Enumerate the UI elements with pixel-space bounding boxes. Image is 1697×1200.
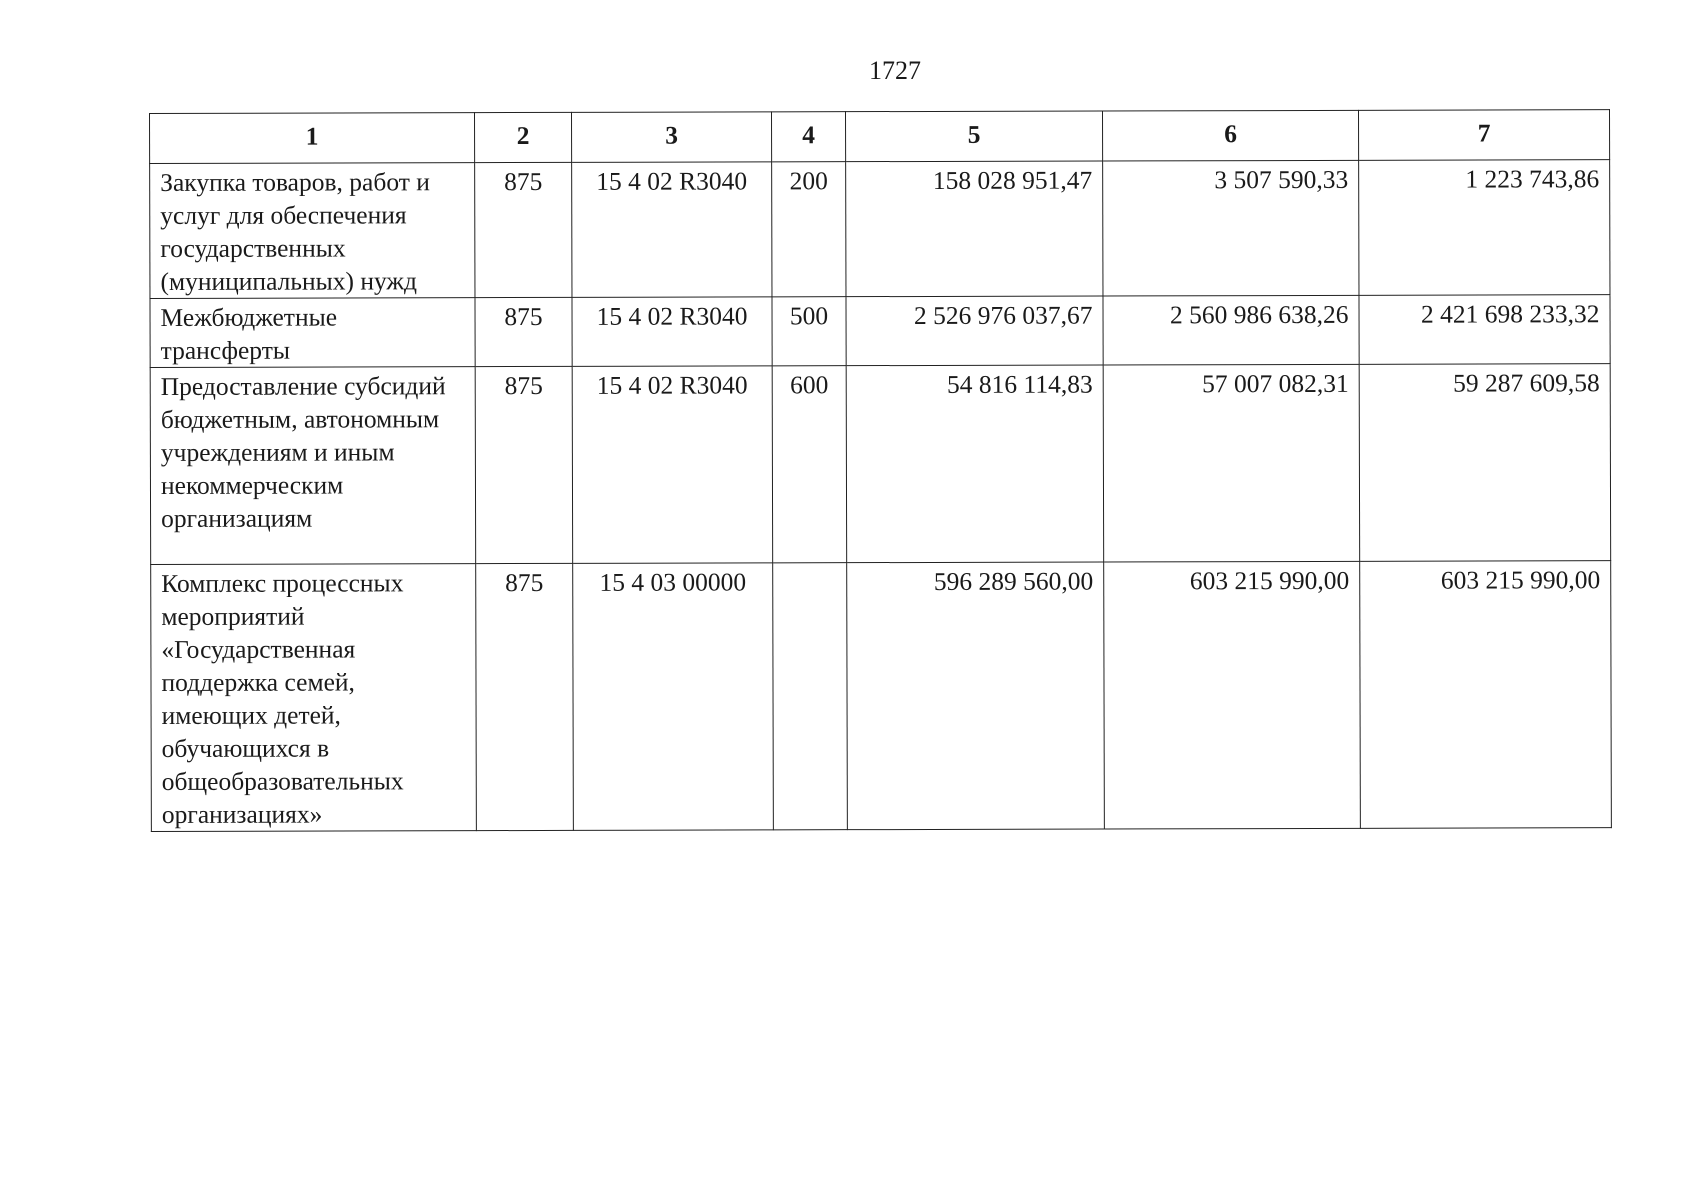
grbs-cell: 875: [475, 366, 573, 563]
page-number: 1727: [869, 56, 921, 85]
row-name-cell: Закупка товаров, работ и услуг для обеспечения государственных (муниципальных) нужд: [150, 163, 475, 299]
vr-cell: 500: [772, 297, 846, 366]
csr-cell: 15 4 03 00000: [573, 563, 774, 831]
table-row: [150, 364, 1611, 565]
amount-year3-cell: 1 223 743,86: [1359, 160, 1610, 296]
csr-cell: 15 4 02 R3040: [572, 297, 772, 367]
amount-year1-cell: 158 028 951,47: [846, 161, 1103, 297]
row-name-cell: Комплекс процессных мероприятий «Государственная поддержка семей, имеющих детей, обучающихся в общеобразовательных организациях»: [151, 564, 477, 832]
grbs-cell: 875: [476, 563, 574, 830]
vr-cell: 200: [772, 162, 846, 297]
vr-cell: 600: [772, 366, 847, 563]
column-header: 6: [1102, 110, 1358, 161]
amount-year1-cell: 2 526 976 037,67: [846, 296, 1103, 366]
amount-year1-cell: 54 816 114,83: [846, 365, 1104, 563]
amount-year2-cell: 2 560 986 638,26: [1103, 295, 1359, 365]
grbs-cell: 875: [475, 162, 572, 297]
grbs-cell: 875: [475, 297, 572, 366]
column-header: 5: [845, 111, 1102, 162]
amount-year2-cell: 57 007 082,31: [1103, 364, 1360, 562]
row-name-cell: Межбюджетные трансферты: [150, 298, 475, 368]
row-name-cell: Предоставление субсидий бюджетным, автономным учреждениям и иным некоммерческим организациям: [150, 367, 476, 565]
column-header: 3: [571, 112, 771, 163]
table-row: [150, 160, 1610, 299]
column-header: 7: [1358, 110, 1609, 161]
amount-year2-cell: 603 215 990,00: [1104, 561, 1361, 829]
amount-year2-cell: 3 507 590,33: [1103, 160, 1359, 296]
table-row: [150, 295, 1610, 368]
amount-year3-cell: 59 287 609,58: [1359, 364, 1611, 562]
csr-cell: 15 4 02 R3040: [572, 366, 773, 564]
vr-cell: [773, 563, 848, 830]
budget-table: [149, 109, 1612, 832]
amount-year1-cell: 596 289 560,00: [847, 562, 1105, 830]
column-header: 1: [150, 113, 475, 164]
amount-year3-cell: 603 215 990,00: [1360, 561, 1612, 829]
csr-cell: 15 4 02 R3040: [572, 162, 772, 298]
amount-year3-cell: 2 421 698 233,32: [1359, 295, 1610, 365]
column-header: 2: [475, 112, 572, 162]
table-header-row: [150, 110, 1610, 164]
column-header: 4: [771, 112, 845, 162]
table-row: [151, 561, 1612, 832]
